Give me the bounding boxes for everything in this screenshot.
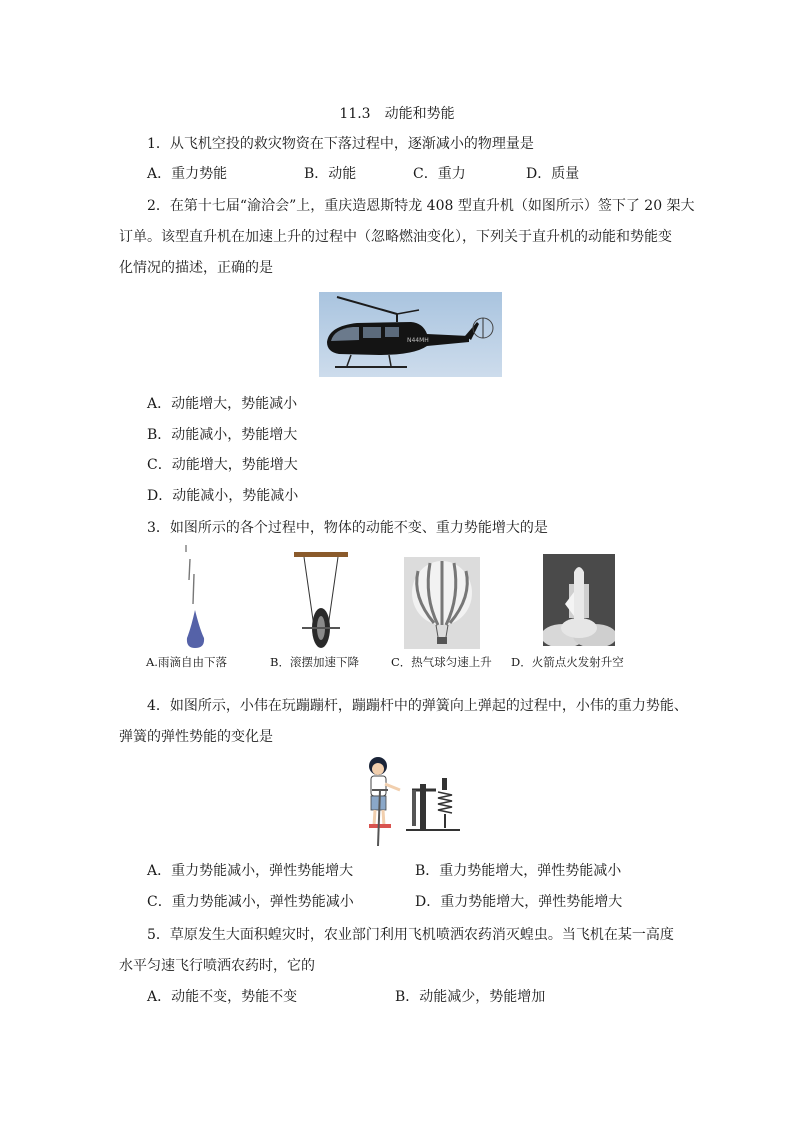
q4-option-b: B．重力势能增大，弹性势能减小 — [415, 863, 622, 879]
q3-caption-c: C．热气球匀速上升 — [391, 655, 492, 669]
q2-option-a: A．动能增大，势能减小 — [147, 396, 298, 412]
q5-stem-line1: 5．草原发生大面积蝗灾时，农业部门利用飞机喷洒农药消灭蝗虫。当飞机在某一高度 — [147, 927, 674, 943]
q5-stem-line2: 水平匀速飞行喷洒农药时，它的 — [119, 958, 315, 974]
q2-option-b: B．动能减小，势能增大 — [147, 427, 298, 443]
q1-option-c: C．重力 — [413, 166, 466, 182]
q2-stem-line1: 2．在第十七届“渝洽会”上，重庆造恩斯特龙 408 型直升机（如图所示）签下了 20 架大 — [147, 198, 695, 214]
q2-stem-line3: 化情况的描述，正确的是 — [119, 260, 273, 276]
tail-number-text: N44MH — [407, 337, 429, 344]
q1-option-d: D．质量 — [526, 166, 580, 182]
hot-air-balloon-image — [404, 557, 480, 649]
maxwell-wheel-image — [294, 552, 348, 652]
q2-stem-line2: 订单。该型直升机在加速上升的过程中（忽略燃油变化），下列关于直升机的动能和势能变 — [119, 229, 672, 245]
raindrop-image — [178, 544, 218, 652]
q4-option-c: C．重力势能减小，弹性势能减小 — [147, 894, 354, 910]
q4-option-d: D．重力势能增大，弹性势能增大 — [415, 894, 623, 910]
helicopter-image — [319, 292, 502, 377]
q1-option-a: A．重力势能 — [147, 166, 228, 182]
q2-option-d: D．动能减小，势能减小 — [147, 488, 299, 504]
pogo-stick-image — [362, 754, 462, 850]
q4-stem-line1: 4．如图所示，小伟在玩蹦蹦杆，蹦蹦杆中的弹簧向上弹起的过程中，小伟的重力势能、 — [147, 698, 688, 714]
q2-option-c: C．动能增大，势能增大 — [147, 457, 298, 473]
q4-stem-line2: 弹簧的弹性势能的变化是 — [119, 729, 273, 745]
rocket-launch-image — [543, 554, 615, 646]
q3-caption-a: A.雨滴自由下落 — [146, 655, 227, 669]
q5-option-a: A．动能不变，势能不变 — [147, 989, 298, 1005]
q3-caption-d: D．火箭点火发射升空 — [511, 655, 624, 669]
q3-stem: 3．如图所示的各个过程中，物体的动能不变、重力势能增大的是 — [147, 520, 548, 536]
q3-caption-b: B．滚摆加速下降 — [270, 655, 359, 669]
q4-option-a: A．重力势能减小，弹性势能增大 — [147, 863, 354, 879]
section-title: 11.3 动能和势能 — [339, 106, 455, 122]
q1-option-b: B．动能 — [304, 166, 357, 182]
q1-stem: 1．从飞机空投的救灾物资在下落过程中，逐渐减小的物理量是 — [147, 136, 534, 152]
q5-option-b: B．动能减少，势能增加 — [395, 989, 546, 1005]
